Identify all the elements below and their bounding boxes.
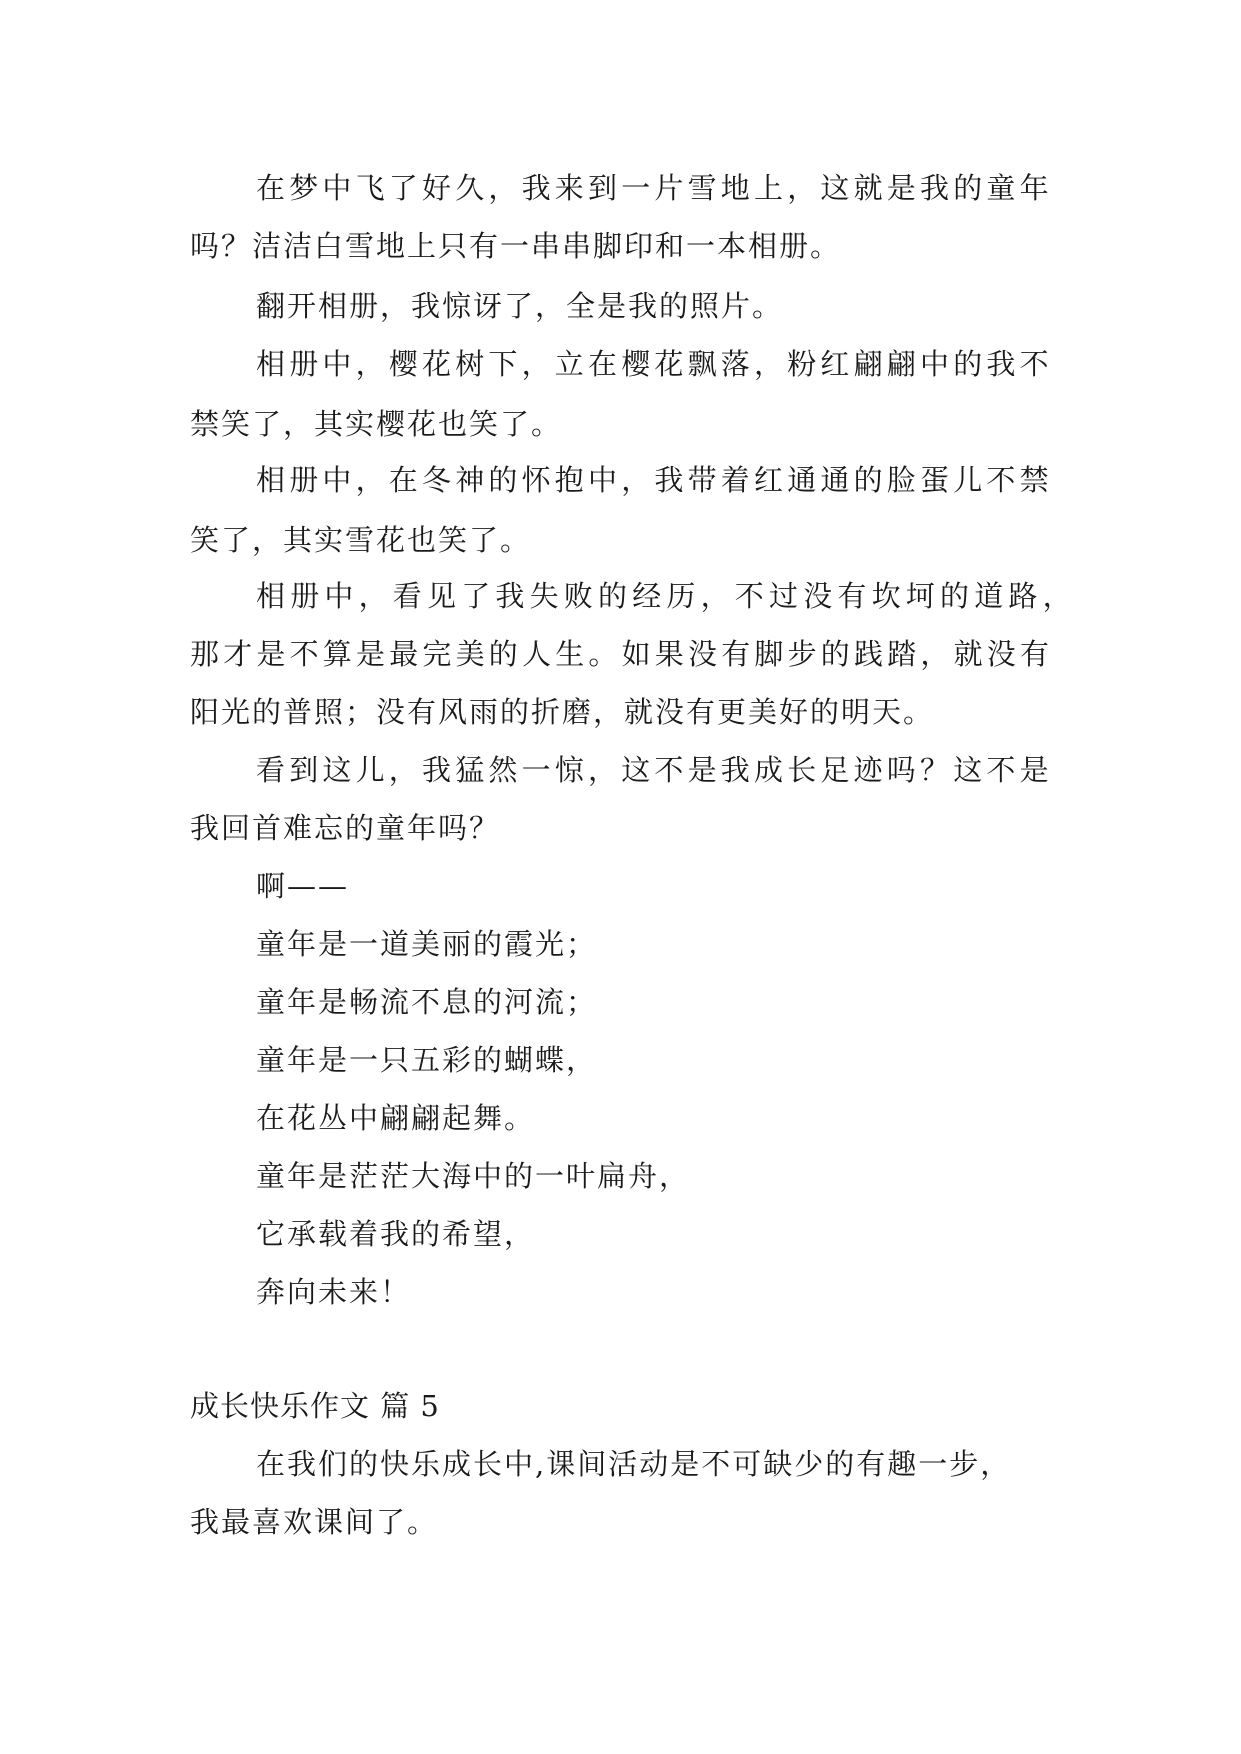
paragraph-line: 笑了，其实雪花也笑了。 bbox=[190, 523, 532, 557]
poem-line: 它承载着我的希望， bbox=[256, 1217, 536, 1251]
paragraph-line: 我最喜欢课间了。 bbox=[190, 1505, 439, 1539]
poem-line: 童年是一只五彩的蝴蝶， bbox=[256, 1043, 598, 1077]
poem-line: 奔向未来！ bbox=[256, 1275, 412, 1309]
paragraph-line: 翻开相册，我惊讶了，全是我的照片。 bbox=[256, 289, 784, 323]
poem-line: 童年是茫茫大海中的一叶扁舟， bbox=[256, 1159, 691, 1193]
paragraph-line: 阳光的普照；没有风雨的折磨，就没有更美好的明天。 bbox=[190, 695, 935, 729]
poem-line: 啊—— bbox=[256, 869, 350, 903]
paragraph-line: 相册中，在冬神的怀抱中，我带着红通通的脸蛋儿不禁 bbox=[256, 463, 1053, 497]
paragraph-line: 在我们的快乐成长中,课间活动是不可缺少的有趣一步， bbox=[256, 1447, 1012, 1481]
poem-line: 童年是畅流不息的河流； bbox=[256, 985, 598, 1019]
paragraph-line: 我回首难忘的童年吗？ bbox=[190, 811, 501, 845]
paragraph-line: 看到这儿，我猛然一惊，这不是我成长足迹吗？这不是 bbox=[256, 753, 1053, 787]
paragraph-line: 吗？洁洁白雪地上只有一串串脚印和一本相册。 bbox=[190, 229, 842, 263]
paragraph-line: 禁笑了，其实樱花也笑了。 bbox=[190, 407, 563, 441]
paragraph-line: 相册中，看见了我失败的经历，不过没有坎坷的道路， bbox=[256, 579, 1077, 613]
paragraph-line: 那才是不算是最完美的人生。如果没有脚步的践踏，就没有 bbox=[190, 637, 1054, 671]
poem-line: 在花丛中翩翩起舞。 bbox=[256, 1101, 536, 1135]
paragraph-line: 在梦中飞了好久，我来到一片雪地上，这就是我的童年 bbox=[256, 171, 1053, 205]
poem-line: 童年是一道美丽的霞光； bbox=[256, 927, 598, 961]
paragraph-line: 相册中，樱花树下，立在樱花飘落，粉红翩翩中的我不 bbox=[256, 347, 1053, 381]
section-heading: 成长快乐作文 篇 5 bbox=[190, 1389, 440, 1423]
